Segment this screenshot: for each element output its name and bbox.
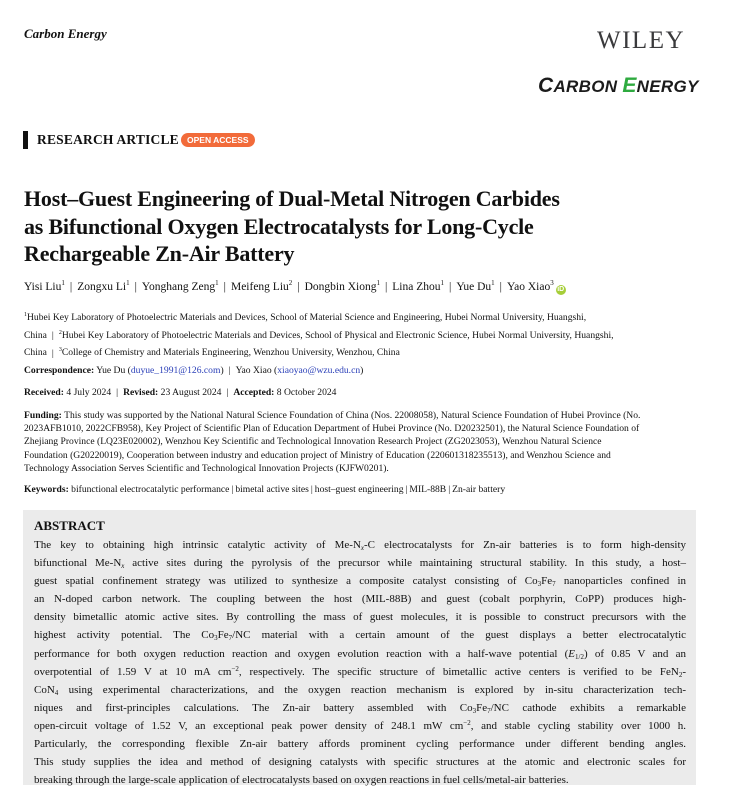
affiliation-text: College of Chemistry and Materials Engineering, Wenzhou University, Wenzhou, China: [61, 347, 400, 359]
author[interactable]: [456, 281, 494, 293]
author[interactable]: [142, 281, 219, 293]
abstract-line: density bimetallic atomic active sites. By controlling the mass of guest molecules, it is possible to construct precursors with the: [34, 611, 686, 624]
text: , and stable cycling stability over 1000 h.: [470, 719, 687, 732]
author-name: Yue Du: [456, 280, 492, 293]
keyword-separator: |: [448, 484, 451, 495]
email-link[interactable]: duyue_1991@126.com: [130, 365, 221, 376]
subscript: 7: [487, 706, 491, 715]
logo-word-energy: NERGY: [636, 77, 699, 96]
abstract-line: breaking through the large-scale application of electrocatalysts based on oxygen reactions in fuel cells/metal-air batteries.: [34, 774, 569, 787]
abstract-line: [34, 717, 686, 735]
email-link[interactable]: xiaoyao@wzu.edu.cn: [277, 365, 361, 376]
author-separator: |: [384, 280, 388, 293]
title-line: as Bifunctional Oxygen Electrocatalysts for Long-Cycle: [24, 213, 534, 239]
superscript: −2: [231, 664, 239, 673]
revised-label: Revised:: [123, 387, 159, 398]
funding-label: Funding:: [24, 410, 62, 421]
abstract-line: Particularly, the corresponding flexible Zn-air battery affords prominent cycling performance under different bending angles.: [34, 738, 686, 751]
subscript: 4: [54, 688, 59, 697]
keyword-separator: |: [310, 484, 313, 495]
funding-line: Zhejiang Province (LQ23E020002), Wenzhou Key Scientific and Technological Innovation Research Project (ZG2023053), Wenzhou Natural Science: [24, 436, 602, 448]
text: nanoparticles confined in: [555, 575, 687, 588]
text: open-circuit voltage of 1.52 V, an exceptional peak power density of 248.1 mW cm: [34, 719, 464, 732]
abstract-line: an N-doped carbon network. The coupling between the host (MIL-88B) and guest (cobalt porphyrin, CoPP) produces high-: [34, 593, 686, 606]
logo-initial-c: C: [538, 74, 554, 97]
text: The key to obtaining high intrinsic catalytic activity of Me-N: [34, 539, 361, 551]
affiliation-text: China: [24, 329, 47, 341]
subscript: 7: [552, 580, 556, 589]
author-list: [24, 279, 566, 295]
date-separator: |: [116, 387, 119, 398]
author-affiliation: 3: [550, 279, 554, 287]
funding-text: This study was supported by the National Natural Science Foundation of China (Nos. 22008058), Natural Science Foundation of Hubei Province (No.: [64, 410, 641, 421]
author-separator: |: [297, 280, 300, 293]
text: Fe: [217, 629, 229, 642]
funding-line: 2023AFB1010, 2022CFB958), Key Project of Scientific Plan of Education Department of Hubei Province (No. D20232501), the Natural Science Foundation of: [24, 423, 640, 435]
journal-name: Carbon Energy: [24, 26, 107, 41]
keywords-label: Keywords:: [24, 484, 69, 495]
author-name: Meifeng Liu: [230, 280, 289, 293]
funding: [24, 409, 640, 475]
author-affiliation: 1: [376, 279, 380, 287]
italic-symbol: E: [568, 647, 576, 660]
text: guest spatial confinement strategy was utilized to synthesize a composite catalyst consisting of Co: [34, 575, 538, 588]
funding-line: Technology Association Serves Scientific and Technological Innovation Projects (KJFW0201).: [24, 462, 389, 474]
subscript: 3: [214, 634, 218, 643]
author-name: Zongxu Li: [77, 280, 127, 293]
author-name: Yisi Liu: [24, 280, 62, 293]
subscript: x: [360, 544, 365, 552]
correspondence: Correspondence: Yue Du (duyue_1991@126.com) | Yao Xiao (xiaoyao@wzu.edu.cn): [24, 365, 364, 376]
text: bifunctional Me-N: [34, 557, 122, 570]
abstract-line: [34, 536, 686, 554]
keyword-separator: |: [231, 484, 234, 495]
text: active sites during the pyrolysis of the precursor while maintaining structural stability. In this study, a host–: [124, 557, 686, 570]
received-label: Received:: [24, 387, 64, 398]
logo-word-carbon: ARBON: [553, 77, 618, 96]
author-affiliation: 1: [126, 279, 130, 287]
subscript: 3: [537, 580, 542, 589]
received-date: 4 July 2024: [66, 387, 112, 398]
author-separator: |: [449, 280, 452, 293]
keyword: Zn-air battery: [452, 484, 506, 495]
keyword: host–guest engineering: [314, 484, 404, 495]
funding-line: [24, 409, 640, 422]
affiliation-text: Hubei Key Laboratory of Photoelectric Materials and Devices, School of Physical and Electronic Science, Hubei Normal University, Huangshi,: [61, 329, 614, 341]
orcid-icon[interactable]: iD: [557, 285, 565, 293]
abstract-body: [34, 536, 686, 789]
text: -: [682, 665, 687, 678]
subscript: 3: [472, 706, 477, 715]
text: performance for both oxygen reduction reaction and oxygen evolution reaction with a half-wave potential (: [34, 647, 569, 660]
article-title: [24, 185, 560, 268]
abstract-line: This study supplies the idea and method of designing catalysts with specific structures at the atomic and electronic scales for: [34, 756, 686, 769]
abstract-line: [34, 699, 686, 717]
author-affiliation: 1: [61, 279, 65, 287]
revised-date: 23 August 2024: [160, 387, 222, 398]
article-dates: [24, 387, 336, 398]
text: highest activity potential. The Co: [34, 629, 215, 642]
author-name: Dongbin Xiong: [304, 280, 377, 293]
accepted-label: Accepted:: [233, 387, 275, 398]
text: niques and first-principles calculations. The Zn-air battery assembled with Co: [34, 701, 473, 714]
text: -C electrocatalysts for Zn-air batteries is to form high-density: [364, 539, 687, 551]
title-line: Rechargeable Zn-Air Battery: [24, 241, 295, 266]
author[interactable]: [77, 281, 129, 293]
text: using experimental characterizations, and the oxygen reaction mechanism is explored by in-situ characterization tech-: [58, 683, 686, 696]
author-affiliation: 1: [491, 279, 495, 287]
keyword: bifunctional electrocatalytic performance: [71, 484, 230, 495]
logo-initial-e: E: [622, 74, 637, 97]
abstract-heading: ABSTRACT: [34, 518, 105, 533]
affiliation-line: [24, 343, 614, 361]
text: Fe: [541, 575, 553, 588]
author[interactable]: [231, 281, 292, 293]
funding-line: Foundation (G20220019), Cooperation between industry and education project of Ministry of Education (220601318235513), and Wenzhou Science and: [24, 449, 611, 461]
abstract-line: [34, 554, 686, 572]
article-type-bar: [23, 131, 28, 149]
article-type: RESEARCH ARTICLE: [37, 132, 179, 147]
author-separator: |: [134, 280, 137, 293]
subscript: x: [121, 562, 125, 571]
correspondent-name: Yao Xiao: [235, 365, 272, 376]
keyword-separator: |: [405, 484, 408, 495]
abstract-line: [34, 645, 686, 663]
text: ) of 0.85 V and an: [583, 647, 686, 660]
text: Fe: [476, 701, 488, 714]
affiliation-text: China: [24, 347, 47, 359]
keyword: MIL-88B: [409, 484, 447, 495]
author-affiliation: 1: [215, 279, 219, 287]
author-separator: |: [69, 280, 73, 293]
date-separator: |: [226, 387, 229, 398]
text: CoN: [34, 683, 55, 696]
accepted-date: 8 October 2024: [276, 387, 337, 398]
author[interactable]: [24, 281, 65, 293]
title-line: Host–Guest Engineering of Dual-Metal Nitrogen Carbides: [24, 186, 560, 211]
abstract-line: [34, 626, 686, 644]
affiliation-line: [24, 308, 614, 326]
affiliation-separator: |: [51, 329, 54, 341]
correspondent-name: Yue Du: [96, 365, 126, 376]
affiliations: [24, 308, 614, 361]
abstract-line: [34, 572, 686, 590]
author-name: Yao Xiao: [506, 280, 551, 293]
text: /NC cathode exhibits a remarkable: [490, 701, 686, 714]
affiliation-separator: |: [51, 347, 54, 359]
text: overpotential of 1.59 V at 10 mA cm: [34, 665, 232, 678]
author[interactable]: [507, 281, 554, 293]
abstract-line: [34, 663, 686, 681]
affiliation-line: [24, 326, 614, 344]
affiliation-text: Hubei Key Laboratory of Photoelectric Materials and Devices, School of Material Science and Engineering, Hubei Normal University, Huangshi,: [27, 312, 587, 324]
keyword: bimetal active sites: [235, 484, 309, 495]
keywords: [24, 484, 505, 495]
author-affiliation: 1: [440, 279, 445, 287]
affiliation-number: 2: [58, 329, 62, 336]
author-separator: |: [223, 280, 226, 293]
text: /NC material with a certain amount of the guest displays a better electrocatalytic: [232, 629, 687, 642]
carbon-energy-logo: [538, 74, 699, 98]
subscript: 2: [678, 670, 683, 679]
author[interactable]: [392, 281, 444, 293]
correspondence-label: Correspondence:: [24, 365, 95, 376]
affiliation-number: 1: [24, 312, 27, 318]
author-name: Yonghang Zeng: [141, 280, 216, 293]
subscript: 1/2: [575, 652, 584, 661]
wiley-logo: WILEY: [597, 27, 686, 54]
affiliation-number: 3: [58, 347, 62, 354]
author-name: Lina Zhou: [392, 280, 441, 293]
subscript: 7: [228, 634, 233, 643]
open-access-badge: OPEN ACCESS: [181, 133, 255, 147]
abstract-line: [34, 681, 686, 699]
correspondence-separator: |: [228, 365, 231, 376]
text: , respectively. The specific structure of bimetallic active centers is verified to be FeN: [238, 665, 679, 678]
author[interactable]: [305, 281, 380, 293]
superscript: −2: [463, 718, 471, 727]
author-affiliation: 2: [288, 279, 293, 287]
author-separator: |: [499, 280, 502, 293]
